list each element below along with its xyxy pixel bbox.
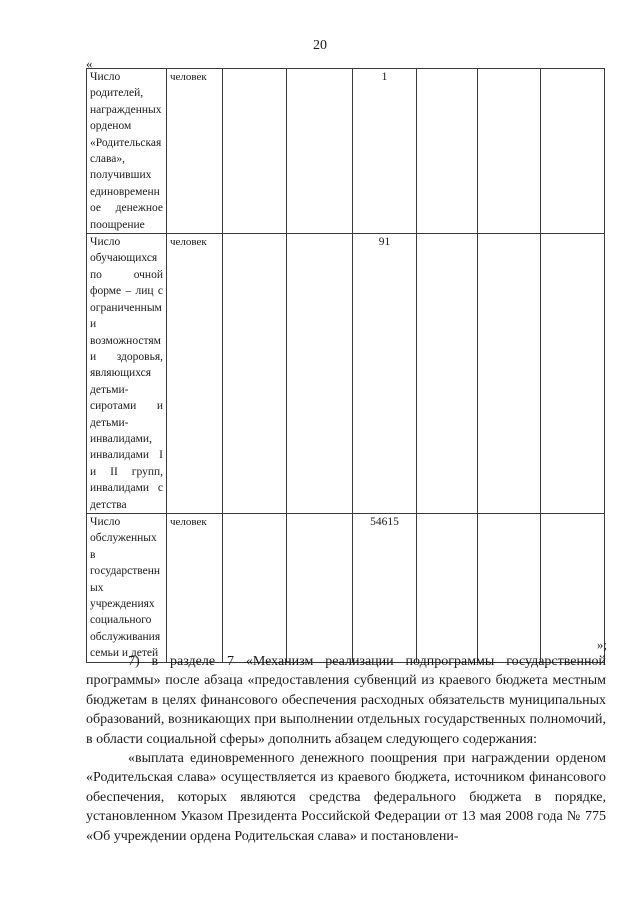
empty-cell	[287, 69, 353, 234]
unit-cell: человек	[167, 234, 223, 514]
table-row	[87, 234, 605, 514]
unit-cell: человек	[167, 513, 223, 662]
empty-cell	[478, 234, 541, 514]
table-row	[87, 513, 605, 662]
table-open-quote: «	[86, 56, 93, 71]
page-number: 20	[313, 38, 327, 53]
empty-cell	[478, 513, 541, 662]
empty-cell	[417, 513, 478, 662]
empty-cell	[223, 234, 287, 514]
indicator-table	[86, 68, 605, 663]
empty-cell	[287, 513, 353, 662]
paragraph: «выплата единовременного денежного поощрения при награждении орденом «Родительская слава» осуществляется из краевого бюджета, источником финансового обеспечения, которых являются средства федерального бюджета в порядке, установленном Указом Президента Российской Федерации от 13 мая 2008 года № 775 «Об учреждении ордена Родительская слава» и постановлени-	[86, 751, 606, 844]
empty-cell	[417, 234, 478, 514]
empty-cell	[223, 513, 287, 662]
indicator-name: Число обслуженных в государственных учреждениях социального обслуживания семьи и детей	[87, 513, 167, 662]
empty-cell	[541, 513, 605, 662]
value-cell: 1	[353, 69, 417, 234]
indicator-name: Число родителей, награжденных орденом «Родительская слава», получивших единовременное денежное поощрение	[87, 69, 167, 234]
value-cell: 91	[353, 234, 417, 514]
empty-cell	[223, 69, 287, 234]
paragraph: 7) в разделе 7 «Механизм реализации подпрограммы государственной программы» после абзаца «предоставления субвенций из краевого бюджета местным бюджетам в целях финансового обеспечения расходных обязательств муниципальных образований, возникающих при выполнении отдельных государственных полномочий, в области социальной сферы» дополнить абзацем следующего содержания:	[86, 654, 606, 747]
indicator-name: Число обучающихся по очной форме – лиц с ограниченными возможностями здоровья, являющихся детьми-сиротами и детьми-инвалидами, инвалидами I и II групп, инвалидами с детства	[87, 234, 167, 514]
unit-cell: человек	[167, 69, 223, 234]
amendment-text	[86, 652, 606, 846]
value-cell: 54615	[353, 513, 417, 662]
empty-cell	[541, 69, 605, 234]
empty-cell	[287, 234, 353, 514]
table-row	[87, 69, 605, 234]
table-close-quote: »;	[596, 637, 607, 652]
empty-cell	[478, 69, 541, 234]
empty-cell	[541, 234, 605, 514]
empty-cell	[417, 69, 478, 234]
